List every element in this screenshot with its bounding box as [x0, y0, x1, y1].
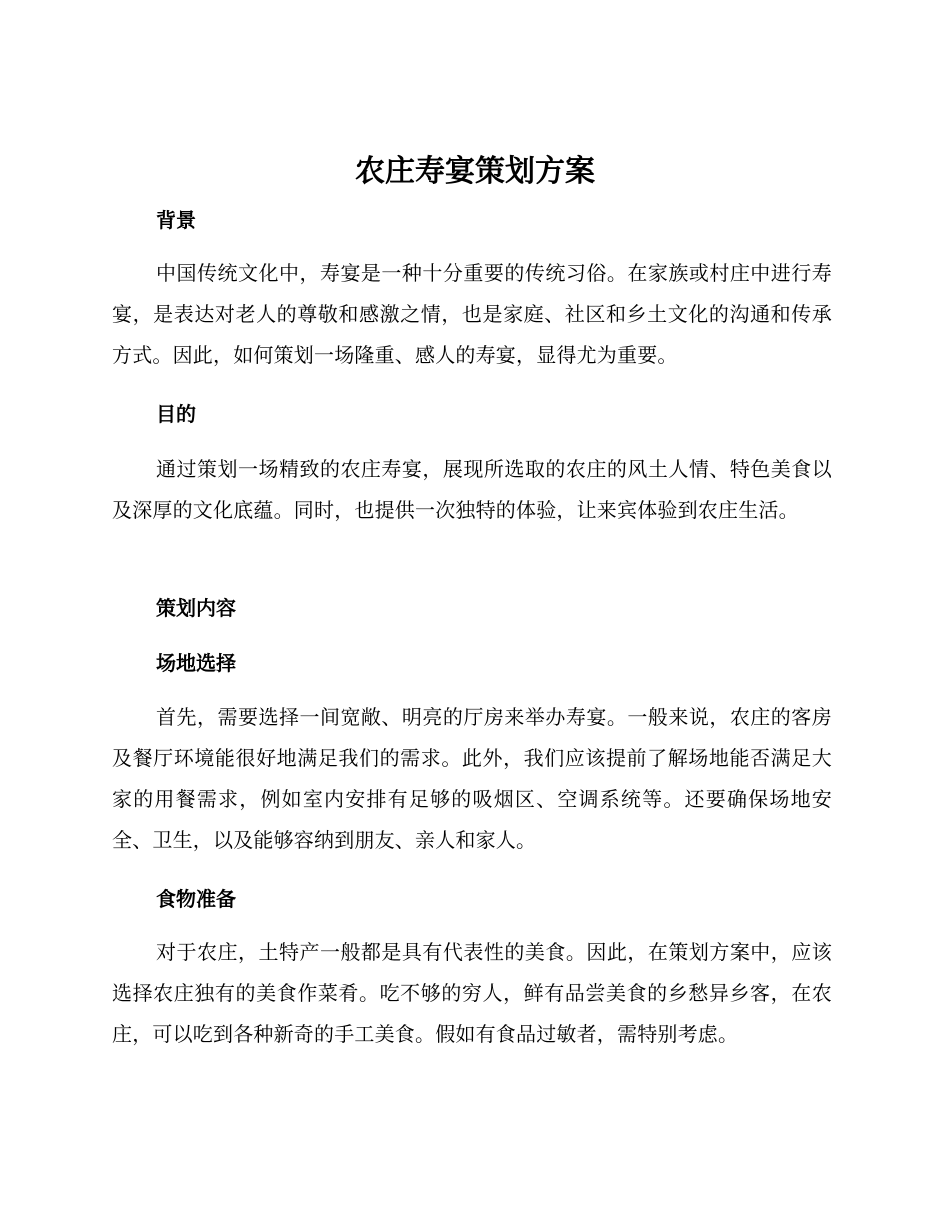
section-body-food: 对于农庄，土特产一般都是具有代表性的美食。因此，在策划方案中，应该选择农庄独有的美食作菜肴。吃不够的穷人，鲜有品尝美食的乡愁异乡客，在农庄，可以吃到各种新奇的手工美食。假如有食品过敏者，需特别考虑。: [112, 940, 832, 1046]
section-heading-purpose: 目的: [156, 402, 196, 426]
section-heading-plan-content: 策划内容: [156, 596, 236, 620]
section-body-venue: 首先，需要选择一间宽敞、明亮的厅房来举办寿宴。一般来说，农庄的客房及餐厅环境能很好地满足我们的需求。此外，我们应该提前了解场地能否满足大家的用餐需求，例如室内安排有足够的吸烟区、空调系统等。还要确保场地安全、卫生，以及能够容纳到朋友、亲人和家人。: [112, 705, 832, 852]
document-title: 农庄寿宴策划方案: [355, 154, 595, 189]
section-heading-venue: 场地选择: [156, 651, 236, 675]
section-heading-background: 背景: [156, 208, 196, 232]
section-heading-food: 食物准备: [156, 887, 236, 911]
section-body-background: 中国传统文化中，寿宴是一种十分重要的传统习俗。在家族或村庄中进行寿宴，是表达对老人的尊敬和感激之情，也是家庭、社区和乡土文化的沟通和传承方式。因此，如何策划一场隆重、感人的寿宴，显得尤为重要。: [112, 261, 832, 367]
section-body-purpose: 通过策划一场精致的农庄寿宴，展现所选取的农庄的风土人情、特色美食以及深厚的文化底蕴。同时，也提供一次独特的体验，让来宾体验到农庄生活。: [112, 457, 832, 522]
